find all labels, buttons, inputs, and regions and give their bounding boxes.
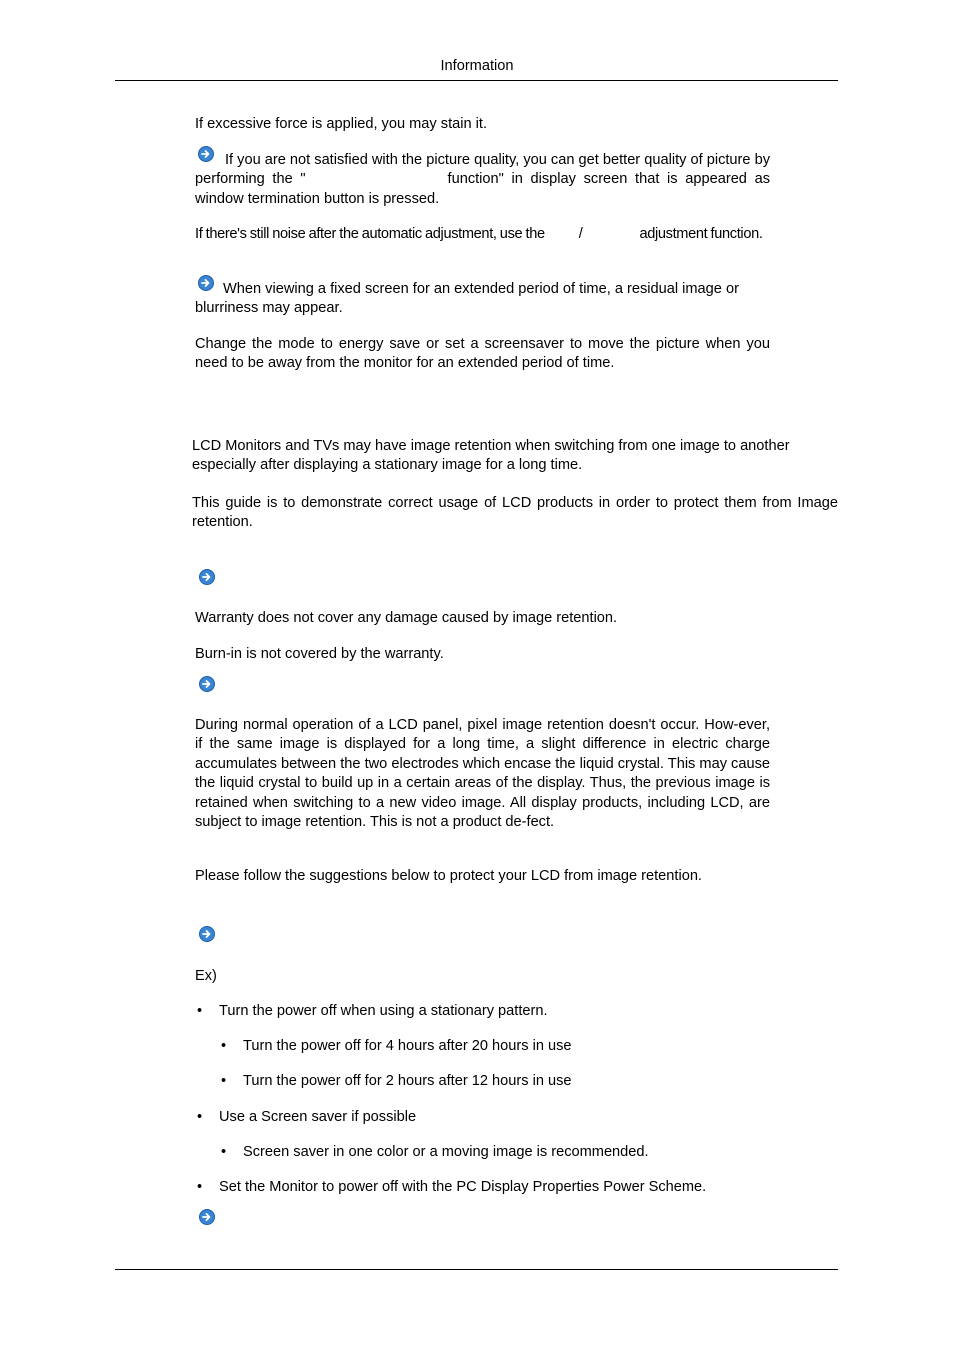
- paragraph-energy-save: Change the mode to energy save or set a screensaver to move the picture when you need to be away from the monitor for an extended period of time.: [195, 336, 770, 372]
- list-item: Set the Monitor to power off with the PC Display Properties Power Scheme.: [219, 1179, 707, 1195]
- paragraph-follow-suggestions: Please follow the suggestions below to protect your LCD from image retention.: [195, 868, 702, 884]
- bullet-marker: •: [221, 1073, 227, 1089]
- footer-rule: [115, 1269, 838, 1270]
- arrow-right-icon: [199, 676, 215, 692]
- header-rule: [115, 80, 838, 81]
- arrow-right-icon: [199, 1209, 215, 1225]
- bullet-marker: •: [197, 1109, 203, 1125]
- bullet-marker: •: [221, 1144, 227, 1160]
- picture-quality-text-2: function" in display screen that is appeared as window termination button is pressed.: [195, 171, 770, 207]
- paragraph-retention-cause: During normal operation of a LCD panel, pixel image retention doesn't occur. How-ever, if the same image is displayed for a long time, a slight difference in electric charge accumulates between the two electrodes which encase the liquid crystal. This may cause the liquid crystal to build up in a certain areas of the display. Thus, the previous image is retained when switching to a new video image. All display products, including LCD, are subject to image retention. This is not a product de-fect.: [195, 717, 770, 831]
- list-item: Turn the power off for 4 hours after 20 hours in use: [243, 1038, 572, 1054]
- page-header-title: Information: [440, 58, 514, 74]
- paragraph-guide-purpose: This guide is to demonstrate correct usage of LCD products in order to protect them from Image retention.: [192, 495, 838, 531]
- list-item: Use a Screen saver if possible: [219, 1109, 417, 1125]
- picture-quality-text-1: If you are not satisfied with the picture quality, you can get better quality of picture by performing the ": [195, 152, 770, 188]
- list-item: Turn the power off for 2 hours after 12 hours in use: [243, 1073, 572, 1089]
- paragraph-residual-image: When viewing a fixed screen for an extended period of time, a residual image or blurriness may appear.: [195, 281, 739, 317]
- noise-adjust-slash: /: [578, 226, 583, 242]
- list-item: Turn the power off when using a stationary pattern.: [219, 1003, 548, 1019]
- noise-adjust-text-2: adjustment function.: [639, 226, 763, 242]
- example-label: Ex): [195, 968, 217, 984]
- noise-adjust-text-1: If there's still noise after the automatic adjustment, use the: [195, 226, 545, 242]
- bullet-marker: •: [197, 1003, 203, 1019]
- arrow-right-icon: [199, 569, 215, 585]
- list-item: Screen saver in one color or a moving image is recommended.: [243, 1144, 649, 1160]
- paragraph-burn-in: Burn-in is not covered by the warranty.: [195, 646, 444, 662]
- paragraph-picture-quality: [195, 151, 770, 209]
- bullet-marker: •: [221, 1038, 227, 1054]
- paragraph-excessive-force: If excessive force is applied, you may stain it.: [195, 116, 488, 132]
- arrow-right-icon: [199, 926, 215, 942]
- paragraph-warranty-damage: Warranty does not cover any damage caused by image retention.: [195, 610, 618, 626]
- paragraph-image-retention-intro: LCD Monitors and TVs may have image retention when switching from one image to another especially after displaying a stationary image for a long time.: [192, 438, 790, 474]
- paragraph-noise-adjust: [195, 225, 770, 244]
- bullet-marker: •: [197, 1179, 203, 1195]
